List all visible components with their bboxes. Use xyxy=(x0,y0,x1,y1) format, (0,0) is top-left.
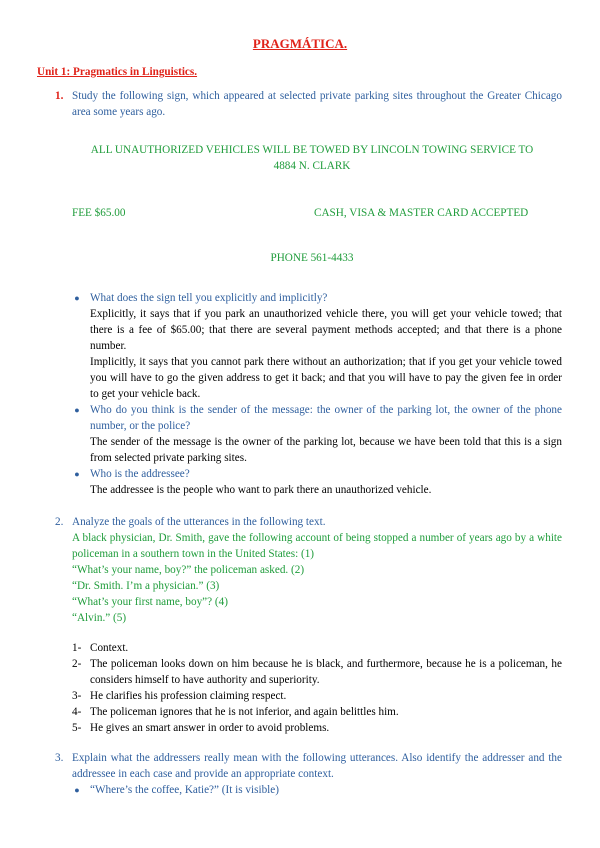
sign-line-1: ALL UNAUTHORIZED VEHICLES WILL BE TOWED BY LINCOLN TOWING SERVICE TO xyxy=(90,144,534,156)
bullet-icon: ● xyxy=(74,785,80,795)
bullet-answer: The sender of the message is the owner of the parking lot, because we have been told that this is a sign from selected private parking sites. xyxy=(90,436,562,464)
q3-number: 3. xyxy=(55,752,64,764)
bullet-icon: ● xyxy=(74,293,80,303)
analysis-number: 1- xyxy=(72,642,82,654)
bullet-question: What does the sign tell you explicitly and implicitly? xyxy=(90,292,328,304)
analysis-item: The policeman looks down on him because he is black, and furthermore, because he is a policeman, he considers himself to have authority and superiority. xyxy=(90,658,562,686)
analysis-number: 3- xyxy=(72,690,82,702)
page-title: PRAGMÁTICA. xyxy=(252,36,348,51)
bullet-question: Who do you think is the sender of the message: the owner of the parking lot, the owner of the phone number, or the police? xyxy=(90,404,562,432)
analysis-item: Context. xyxy=(90,642,129,654)
analysis-item: The policeman ignores that he is not inferior, and again belittles him. xyxy=(90,706,399,718)
q2-text-line: “Dr. Smith. I’m a physician.” (3) xyxy=(72,580,220,592)
q3-item: “Where’s the coffee, Katie?” (It is visible) xyxy=(90,784,279,796)
q2-text-line: “What’s your first name, boy”? (4) xyxy=(72,596,228,608)
analysis-item: He gives an smart answer in order to avoid problems. xyxy=(90,722,330,734)
bullet-icon: ● xyxy=(74,469,80,479)
q2-text-line: A black physician, Dr. Smith, gave the following account of being stopped a number of years ago by a white policeman in a southern town in the United States: (1) xyxy=(72,532,562,560)
bullet-answer: Implicitly, it says that you cannot park there without an authorization; that if you get your vehicle towed you will have to go the given address to get it back; and that you will have to pay the given fee in order to get your vehicle back. xyxy=(90,356,562,400)
sign-phone: PHONE 561-4433 xyxy=(270,252,354,264)
q1-text: Study the following sign, which appeared at selected private parking sites throughout the Greater Chicago area some years ago. xyxy=(72,90,562,118)
unit-heading: Unit 1: Pragmatics in Linguistics. xyxy=(37,66,198,78)
q2-text-line: “What’s your name, boy?” the policeman asked. (2) xyxy=(72,564,305,576)
bullet-answer: Explicitly, it says that if you park an unauthorized vehicle there, you will get your vehicle towed; that there is a fee of $65.00; that there are several payment methods accepted; and that there is a phone number. xyxy=(90,308,562,352)
sign-payment: CASH, VISA & MASTER CARD ACCEPTED xyxy=(314,207,529,219)
analysis-item: He clarifies his profession claiming respect. xyxy=(90,690,287,702)
q2-number: 2. xyxy=(55,516,64,528)
bullet-question: Who is the addressee? xyxy=(90,468,190,480)
sign-line-2: 4884 N. CLARK xyxy=(273,160,351,172)
q3-question: Explain what the addressers really mean with the following utterances. Also identify the addresser and the addressee in each case and provide an appropriate context. xyxy=(72,752,562,780)
sign-fee: FEE $65.00 xyxy=(72,207,126,219)
bullet-icon: ● xyxy=(74,405,80,415)
bullet-answer: The addressee is the people who want to park there an unauthorized vehicle. xyxy=(90,484,432,496)
q2-text-line: “Alvin.” (5) xyxy=(72,612,127,624)
q1-number: 1. xyxy=(55,90,64,102)
q2-question: Analyze the goals of the utterances in the following text. xyxy=(72,516,326,528)
analysis-number: 4- xyxy=(72,706,82,718)
analysis-number: 5- xyxy=(72,722,82,734)
analysis-number: 2- xyxy=(72,658,82,670)
